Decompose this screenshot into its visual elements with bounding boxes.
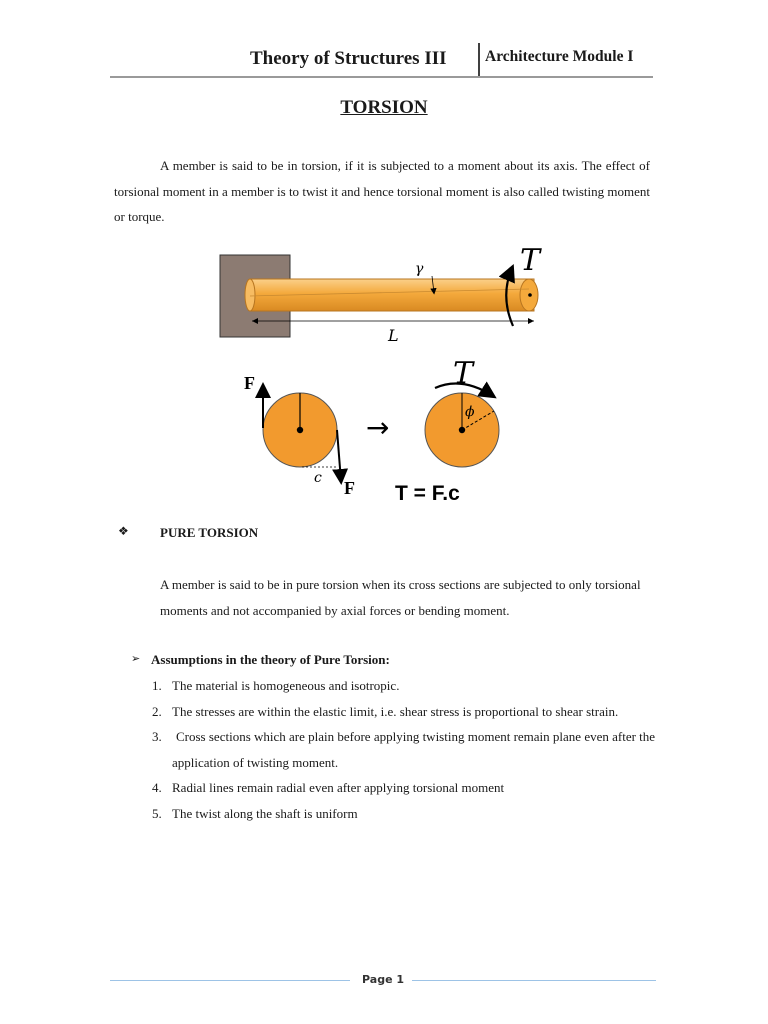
header-course-title: Theory of Structures III bbox=[250, 48, 447, 69]
header-separator bbox=[478, 43, 480, 77]
list-item-number: 5. bbox=[152, 805, 162, 821]
length-label: L bbox=[388, 326, 399, 345]
pure-torsion-heading: PURE TORSION bbox=[160, 525, 259, 540]
page-title bbox=[0, 97, 768, 119]
shaft-fixed-end bbox=[245, 279, 255, 311]
list-item-text: The material is homogeneous and isotropic. bbox=[172, 678, 400, 693]
torsion-figure bbox=[200, 236, 560, 511]
list-item bbox=[152, 699, 662, 725]
footer-rule-left bbox=[110, 980, 350, 981]
diamond-bullet-icon: ❖ bbox=[118, 524, 129, 538]
pure-torsion-paragraph: A member is said to be in pure torsion when its cross sections are subjected to only torsional moments and not accompanied by axial forces or bending moment. bbox=[160, 577, 641, 618]
shaft-center bbox=[528, 293, 532, 297]
list-item-number: 4. bbox=[152, 780, 162, 795]
list-item bbox=[152, 673, 662, 699]
force-down-arrow bbox=[337, 430, 341, 481]
torque-label-section: T bbox=[453, 356, 474, 391]
transform-arrow: → bbox=[366, 411, 390, 444]
list-item bbox=[152, 724, 662, 775]
list-item-text: Radial lines remain radial even after applying torsional moment bbox=[172, 780, 505, 795]
force-up-label: F bbox=[244, 373, 255, 393]
list-item bbox=[152, 775, 662, 801]
list-item-text: The twist along the shaft is uniform bbox=[172, 805, 358, 821]
assumptions-heading: Assumptions in the theory of Pure Torsion: bbox=[151, 652, 390, 667]
assumptions-list bbox=[152, 673, 662, 826]
torque-formula: T = F.c bbox=[395, 482, 460, 505]
arrow-bullet-icon: ➢ bbox=[131, 653, 141, 665]
page-title-text: TORSION bbox=[340, 97, 428, 118]
list-item-number: 3. bbox=[152, 729, 162, 744]
force-down-label: F bbox=[344, 478, 355, 498]
footer-rule-right bbox=[412, 980, 656, 981]
list-item-number: 1. bbox=[152, 678, 162, 693]
list-item-number: 2. bbox=[152, 703, 162, 719]
page-number: Page 1 bbox=[362, 973, 405, 986]
intro-paragraph: A member is said to be in torsion, if it is subjected to a moment about its axis. The effect of torsional moment in a member is to twist it and hence torsional moment is also called twisting moment or torque. bbox=[114, 158, 650, 224]
list-item-text: Cross sections which are plain before applying twisting moment remain plane even after the application of twisting moment. bbox=[172, 729, 656, 770]
torque-label-top: T bbox=[520, 243, 541, 278]
header-module: Architecture Module I bbox=[485, 48, 634, 65]
header-rule bbox=[110, 76, 653, 78]
list-item-text: The stresses are within the elastic limit, i.e. shear stress is proportional to shear strain. bbox=[172, 703, 619, 719]
gamma-label: γ bbox=[415, 261, 424, 277]
phi-label: ϕ bbox=[465, 404, 475, 420]
list-item bbox=[152, 801, 662, 827]
moment-arm-label: c bbox=[314, 470, 322, 486]
